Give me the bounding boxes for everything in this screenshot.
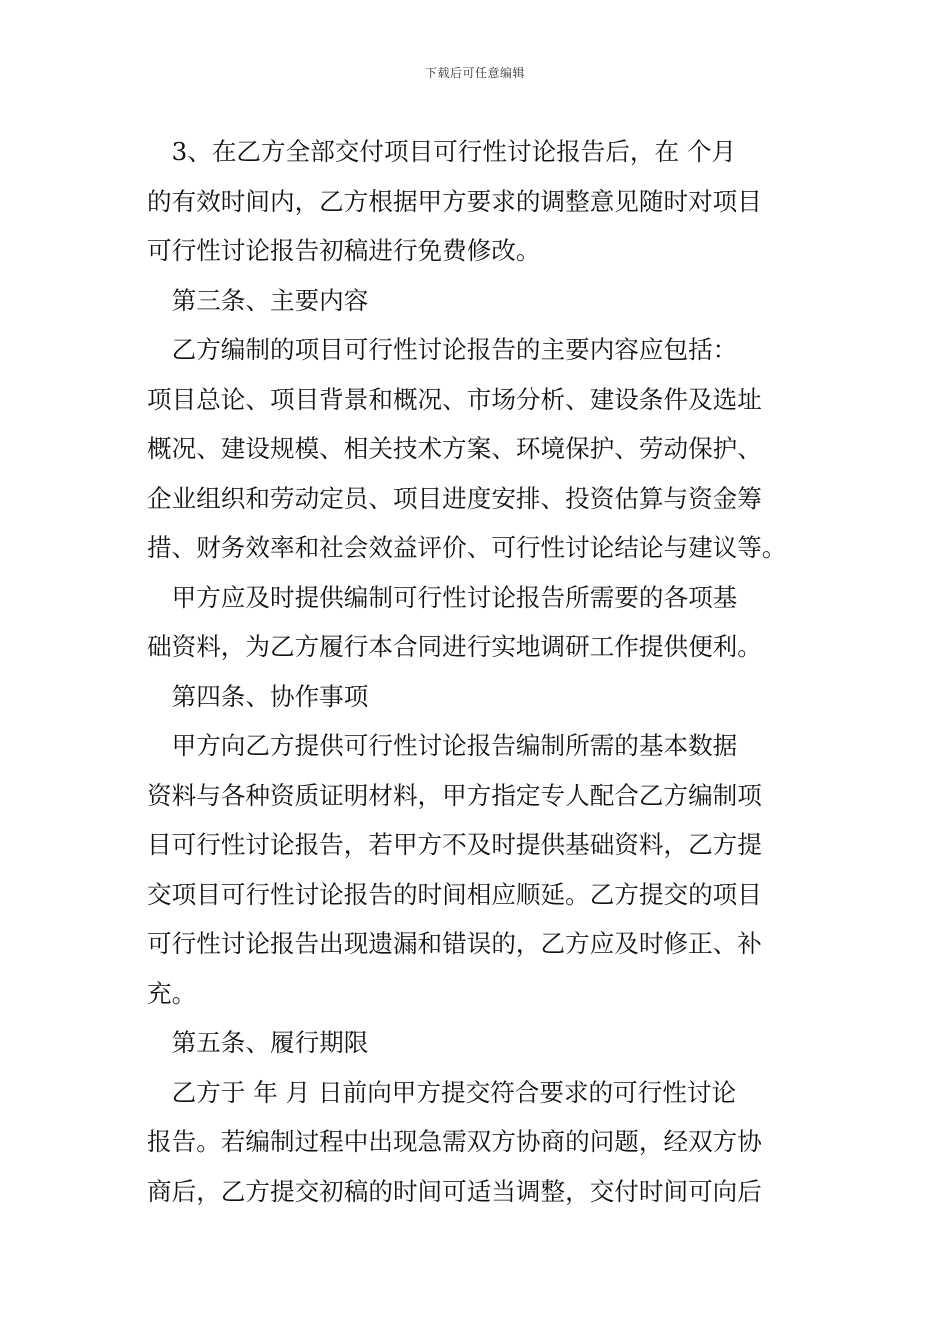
text-line: 甲方向乙方提供可行性讨论报告编制所需的基本数据 xyxy=(147,731,738,760)
text-line: 目可行性讨论报告，若甲方不及时提供基础资料，乙方提 xyxy=(147,830,762,859)
text-line: 的有效时间内，乙方根据甲方要求的调整意见随时对项目 xyxy=(147,186,762,216)
text-line: 概况、建设规模、相关技术方案、环境保护、劳动保护、 xyxy=(147,434,762,463)
text-line: 乙方于 年 月 日前向甲方提交符合要求的可行性讨论 xyxy=(147,1077,737,1107)
text-line: 资料与各种资质证明材料，甲方指定专人配合乙方编制项 xyxy=(147,780,762,810)
text-line: 3、在乙方全部交付项目可行性讨论报告后，在 个月 xyxy=(147,137,737,166)
text-line: 充。 xyxy=(147,978,197,1008)
text-line: 项目总论、项目背景和概况、市场分析、建设条件及选址 xyxy=(147,384,762,414)
document-body xyxy=(147,127,807,1216)
text-line: 可行性讨论报告出现遗漏和错误的，乙方应及时修正、补 xyxy=(147,929,762,958)
text-line: 础资料，为乙方履行本合同进行实地调研工作提供便利。 xyxy=(147,632,762,661)
text-line: 企业组织和劳动定员、项目进度安排、投资估算与资金筹 xyxy=(147,483,762,513)
text-line: 报告。若编制过程中出现急需双方协商的问题，经双方协 xyxy=(147,1127,762,1156)
text-line: 可行性讨论报告初稿进行免费修改。 xyxy=(147,236,541,265)
text-line: 措、财务效率和社会效益评价、可行性讨论结论与建议等。 xyxy=(147,533,787,562)
text-line: 交项目可行性讨论报告的时间相应顺延。乙方提交的项目 xyxy=(147,879,762,909)
section-heading: 第三条、主要内容 xyxy=(147,285,369,315)
text-line: 乙方编制的项目可行性讨论报告的主要内容应包括： xyxy=(147,335,738,364)
section-heading: 第五条、履行期限 xyxy=(147,1028,369,1057)
page-header: 下载后可任意编辑 xyxy=(424,66,525,80)
section-heading: 第四条、协作事项 xyxy=(147,681,369,711)
text-line: 商后，乙方提交初稿的时间可适当调整，交付时间可向后 xyxy=(147,1176,762,1206)
text-line: 甲方应及时提供编制可行性讨论报告所需要的各项基 xyxy=(147,582,738,612)
